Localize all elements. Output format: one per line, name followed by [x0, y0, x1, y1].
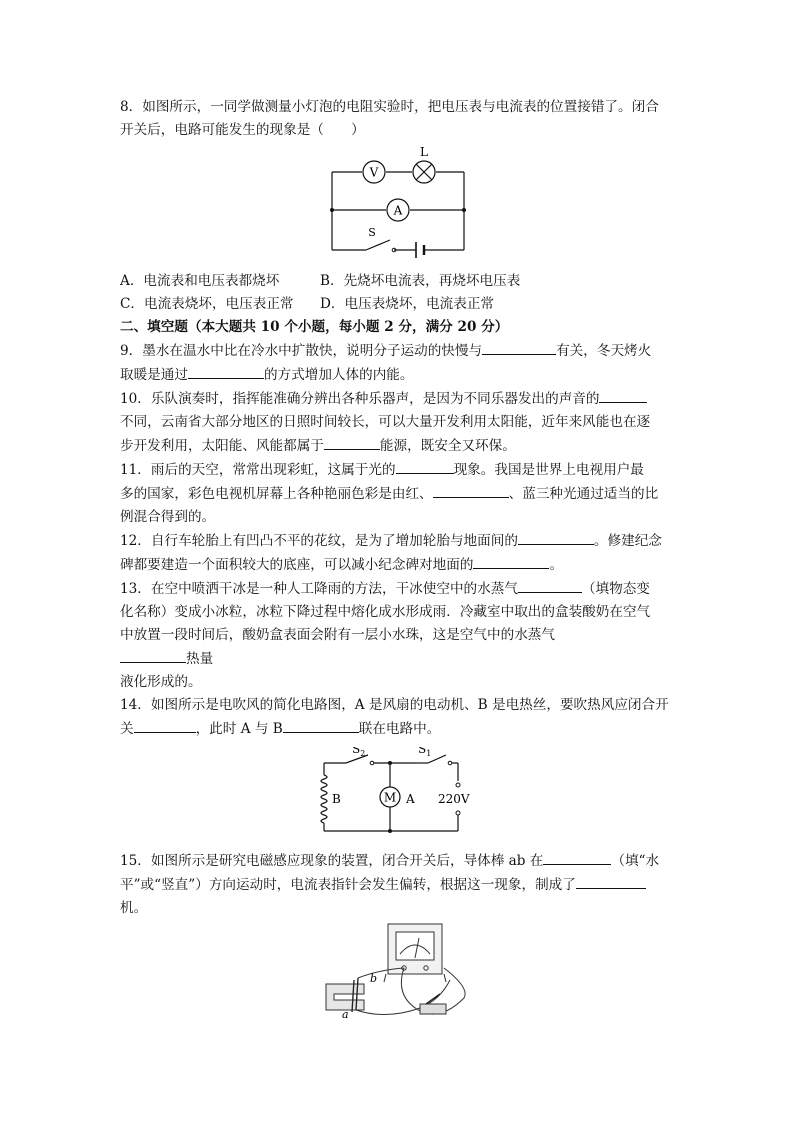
- q13-line3: 中放置一段时间后，酸奶盒表面会附有一层小水珠，这是空气中的水蒸气: [120, 627, 555, 643]
- q8-stem-line2: 开关后，电路可能发生的现象是（ ）: [120, 122, 365, 138]
- rod-a-label: a: [342, 1008, 349, 1021]
- s2-label: $S_2$: [352, 747, 366, 758]
- answer-blank[interactable]: [473, 553, 549, 569]
- answer-blank[interactable]: [188, 363, 264, 379]
- q10-line1: 10．乐队演奏时，指挥能准确分辨出各种乐器声，是因为不同乐器发出的声音的: [120, 387, 676, 411]
- q8-circuit-figure: [120, 146, 676, 270]
- answer-blank[interactable]: [518, 529, 594, 545]
- q15-line2: 平”或“竖直”）方向运动时，电流表指针会发生偏转，根据这一现象，制成了: [120, 873, 676, 897]
- q12-line1: 12．自行车轮胎上有凹凸不平的花纹，是为了增加轮胎与地面间的 。修建纪念: [120, 529, 676, 553]
- answer-blank[interactable]: [518, 577, 582, 593]
- q12-line2: 碑都要建造一个面积较大的底座，可以减小纪念碑对地面的 。: [120, 553, 676, 577]
- heater-b-label: B: [332, 792, 341, 806]
- magnet: [326, 984, 364, 1010]
- q9-line1: 9．墨水在温水中比在冷水中扩散快，说明分子运动的快慢与 有关，冬天烤火: [120, 339, 676, 363]
- switch-base: [420, 1004, 446, 1014]
- q8-option-a: A．电流表和电压表都烧坏: [120, 273, 280, 289]
- q8-option-c: C．电流表烧坏，电压表正常: [120, 296, 294, 312]
- answer-blank[interactable]: [576, 873, 646, 889]
- q8-option-b: B．先烧坏电流表，再烧坏电压表: [320, 273, 521, 289]
- terminal: [456, 783, 460, 787]
- answer-blank[interactable]: [324, 434, 380, 450]
- node-dot: [388, 829, 392, 833]
- q14-line2: 关 ，此时 A 与 B 联在电路中。: [120, 717, 676, 741]
- q13-line4: 热量: [120, 647, 676, 671]
- motor-label: M: [383, 790, 397, 805]
- q15-induction-figure: [120, 920, 676, 1032]
- q11-line3: 例混合得到的。: [120, 509, 216, 525]
- q8-option-d: D．电压表烧坏，电流表正常: [320, 296, 495, 312]
- switch-label: S: [368, 226, 376, 239]
- q14-circuit-diagram: [120, 747, 676, 839]
- motor-a-label: A: [406, 792, 415, 806]
- q13-line1: 13．在空中喷洒干冰是一种人工降雨的方法，干冰使空中的水蒸气 （填物态变: [120, 577, 676, 601]
- q10-line3: 步开发利用，太阳能、风能都属于 能源，既安全又环保。: [120, 434, 676, 458]
- q8-stem-line1: 8．如图所示，一同学做测量小灯泡的电阻实验时，把电压表与电流表的位置接错了。闭合: [120, 99, 659, 115]
- document-page: [120, 96, 676, 1032]
- q8-options-row2: [120, 293, 676, 316]
- q10-line2: 不同，云南省大部分地区的日照时间较长，可以大量开发利用太阳能，近年来风能也在逐: [120, 414, 651, 430]
- section-title: 二、填空题（本大题共 10 个小题，每小题 2 分，满分 20 分）: [120, 319, 509, 335]
- switch-contact: [370, 761, 374, 765]
- s1-label: $S_1$: [418, 747, 432, 758]
- q8-options-row1: [120, 270, 676, 293]
- terminal: [456, 811, 460, 815]
- lamp-label: L: [420, 146, 428, 159]
- q15-line3: 机。: [120, 900, 148, 916]
- node-dot: [462, 208, 466, 212]
- q8-circuit-diagram: [120, 146, 676, 270]
- q11-line1: 11．雨后的天空，常常出现彩虹，这属于光的 现象。我国是世界上电视用户最: [120, 458, 676, 482]
- answer-blank[interactable]: [599, 387, 647, 403]
- answer-blank[interactable]: [482, 339, 556, 355]
- answer-blank[interactable]: [120, 647, 186, 663]
- q9-line2: 取暖是通过 的方式增加人体的内能。: [120, 363, 676, 387]
- voltmeter-label: V: [369, 165, 379, 180]
- switch-contact: [448, 761, 452, 765]
- q14-circuit-figure: [120, 747, 676, 839]
- ammeter-label: A: [393, 203, 403, 218]
- q13-line5: 液化形成的。: [120, 674, 202, 690]
- q13-line2: 化名称）变成小冰粒，冰粒下降过程中熔化成水形成雨．冷藏室中取出的盒装酸奶在空气: [120, 604, 651, 620]
- q15-apparatus-diagram: [120, 920, 676, 1032]
- voltage-label: 220V: [438, 792, 470, 806]
- q15-line1: 15．如图所示是研究电磁感应现象的装置，闭合开关后，导体棒 ab 在 （填“水: [120, 849, 676, 873]
- answer-blank[interactable]: [134, 717, 196, 733]
- answer-blank[interactable]: [283, 717, 359, 733]
- answer-blank[interactable]: [543, 849, 611, 865]
- rod-b-label: b: [370, 972, 378, 985]
- answer-blank[interactable]: [396, 458, 454, 474]
- q14-line1: 14．如图所示是电吹风的简化电路图，A 是风扇的电动机、B 是电热丝，要吹热风应闭合开: [120, 697, 669, 713]
- node-dot: [330, 208, 334, 212]
- answer-blank[interactable]: [433, 482, 509, 498]
- node-dot: [388, 761, 392, 765]
- q11-line2: 多的国家，彩色电视机屏幕上各种艳丽色彩是由红、 、蓝三种光通过适当的比: [120, 482, 676, 506]
